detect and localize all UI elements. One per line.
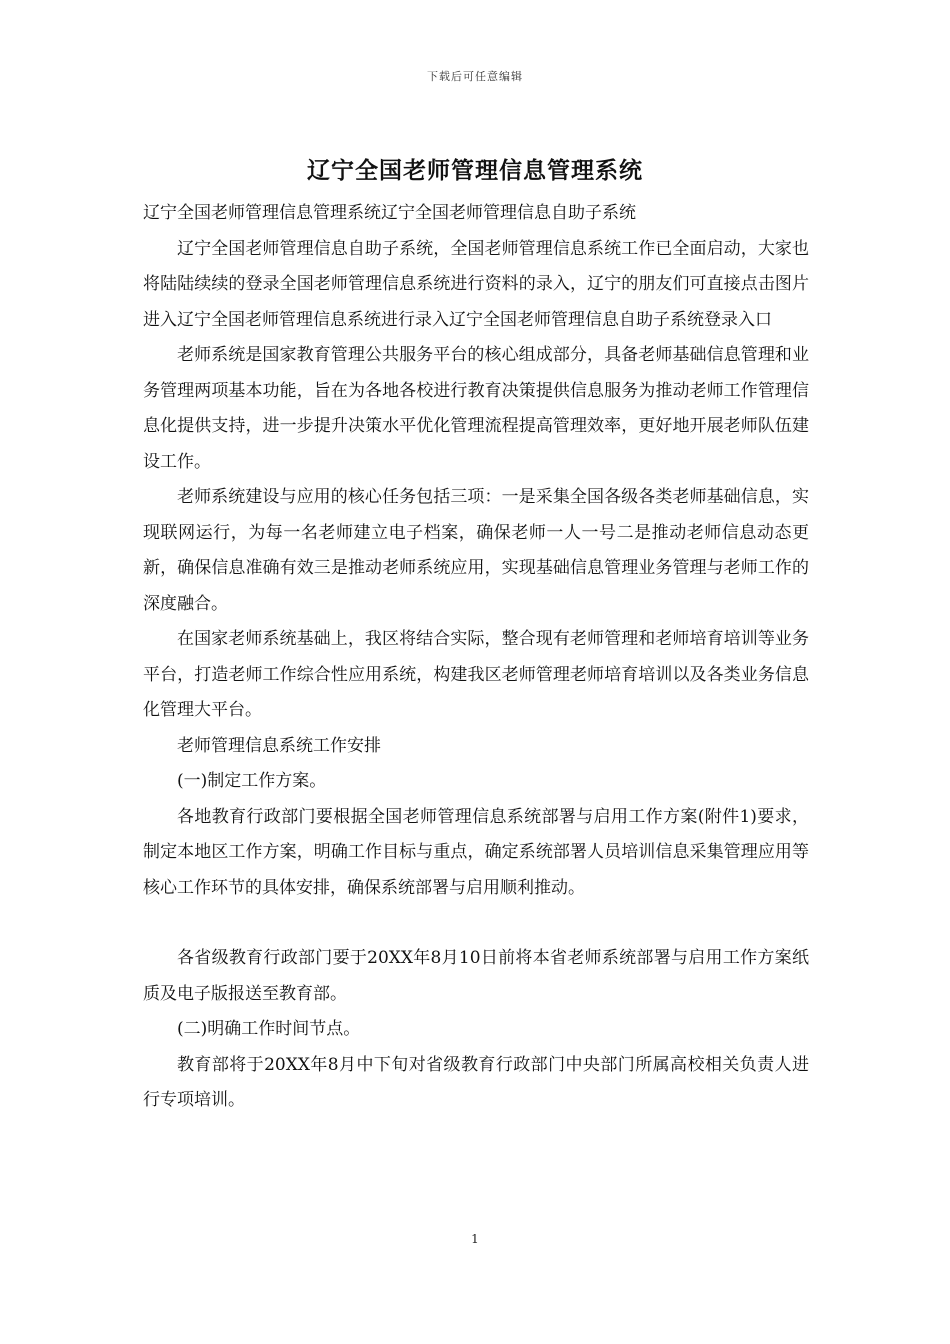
body-paragraph: 各省级教育行政部门要于20XX年8月10日前将本省老师系统部署与启用工作方案纸质及电子版报送至教育部。: [143, 948, 809, 1004]
body-paragraph: 教育部将于20XX年8月中下旬对省级教育行政部门中央部门所属高校相关负责人进行专项培训。: [143, 1054, 809, 1110]
section-heading: 老师管理信息系统工作安排: [177, 735, 381, 756]
body-paragraph: 在国家老师系统基础上，我区将结合实际，整合现有老师管理和老师培育培训等业务平台，打造老师工作综合性应用系统，构建我区老师管理老师培育培训以及各类业务信息化管理大平台。: [143, 629, 809, 720]
document-title: 辽宁全国老师管理信息管理系统: [307, 157, 643, 184]
subsection-heading: (一)制定工作方案。: [177, 771, 327, 791]
paragraph-gap: [143, 906, 809, 941]
body-paragraph: 辽宁全国老师管理信息自助子系统，全国老师管理信息系统工作已全面启动，大家也将陆陆续续的登录全国老师管理信息系统进行资料的录入，辽宁的朋友们可直接点击图片进入辽宁全国老师管理信息系统进行录入辽宁全国老师管理信息自助子系统登录入口: [143, 238, 809, 330]
document-body: [143, 196, 809, 1119]
subsection-heading: (二)明确工作时间节点。: [177, 1019, 361, 1039]
body-paragraph: 各地教育行政部门要根据全国老师管理信息系统部署与启用工作方案(附件1)要求，制定本地区工作方案，明确工作目标与重点，确定系统部署人员培训信息采集管理应用等核心工作环节的具体安排，确保系统部署与启用顺利推动。: [143, 806, 809, 898]
body-paragraph: 老师系统是国家教育管理公共服务平台的核心组成部分，具备老师基础信息管理和业务管理两项基本功能，旨在为各地各校进行教育决策提供信息服务为推动老师工作管理信息化提供支持，进一步提升决策水平优化管理流程提高管理效率，更好地开展老师队伍建设工作。: [143, 345, 809, 472]
subtitle-paragraph: 辽宁全国老师管理信息管理系统辽宁全国老师管理信息自助子系统: [143, 203, 636, 223]
header-note: 下载后可任意编辑: [427, 70, 523, 83]
page-number: 1: [471, 1232, 479, 1246]
body-paragraph: 老师系统建设与应用的核心任务包括三项：一是采集全国各级各类老师基础信息，实现联网运行，为每一名老师建立电子档案，确保老师一人一号二是推动老师信息动态更新，确保信息准确有效三是推动老师系统应用，实现基础信息管理业务管理与老师工作的深度融合。: [143, 487, 809, 614]
